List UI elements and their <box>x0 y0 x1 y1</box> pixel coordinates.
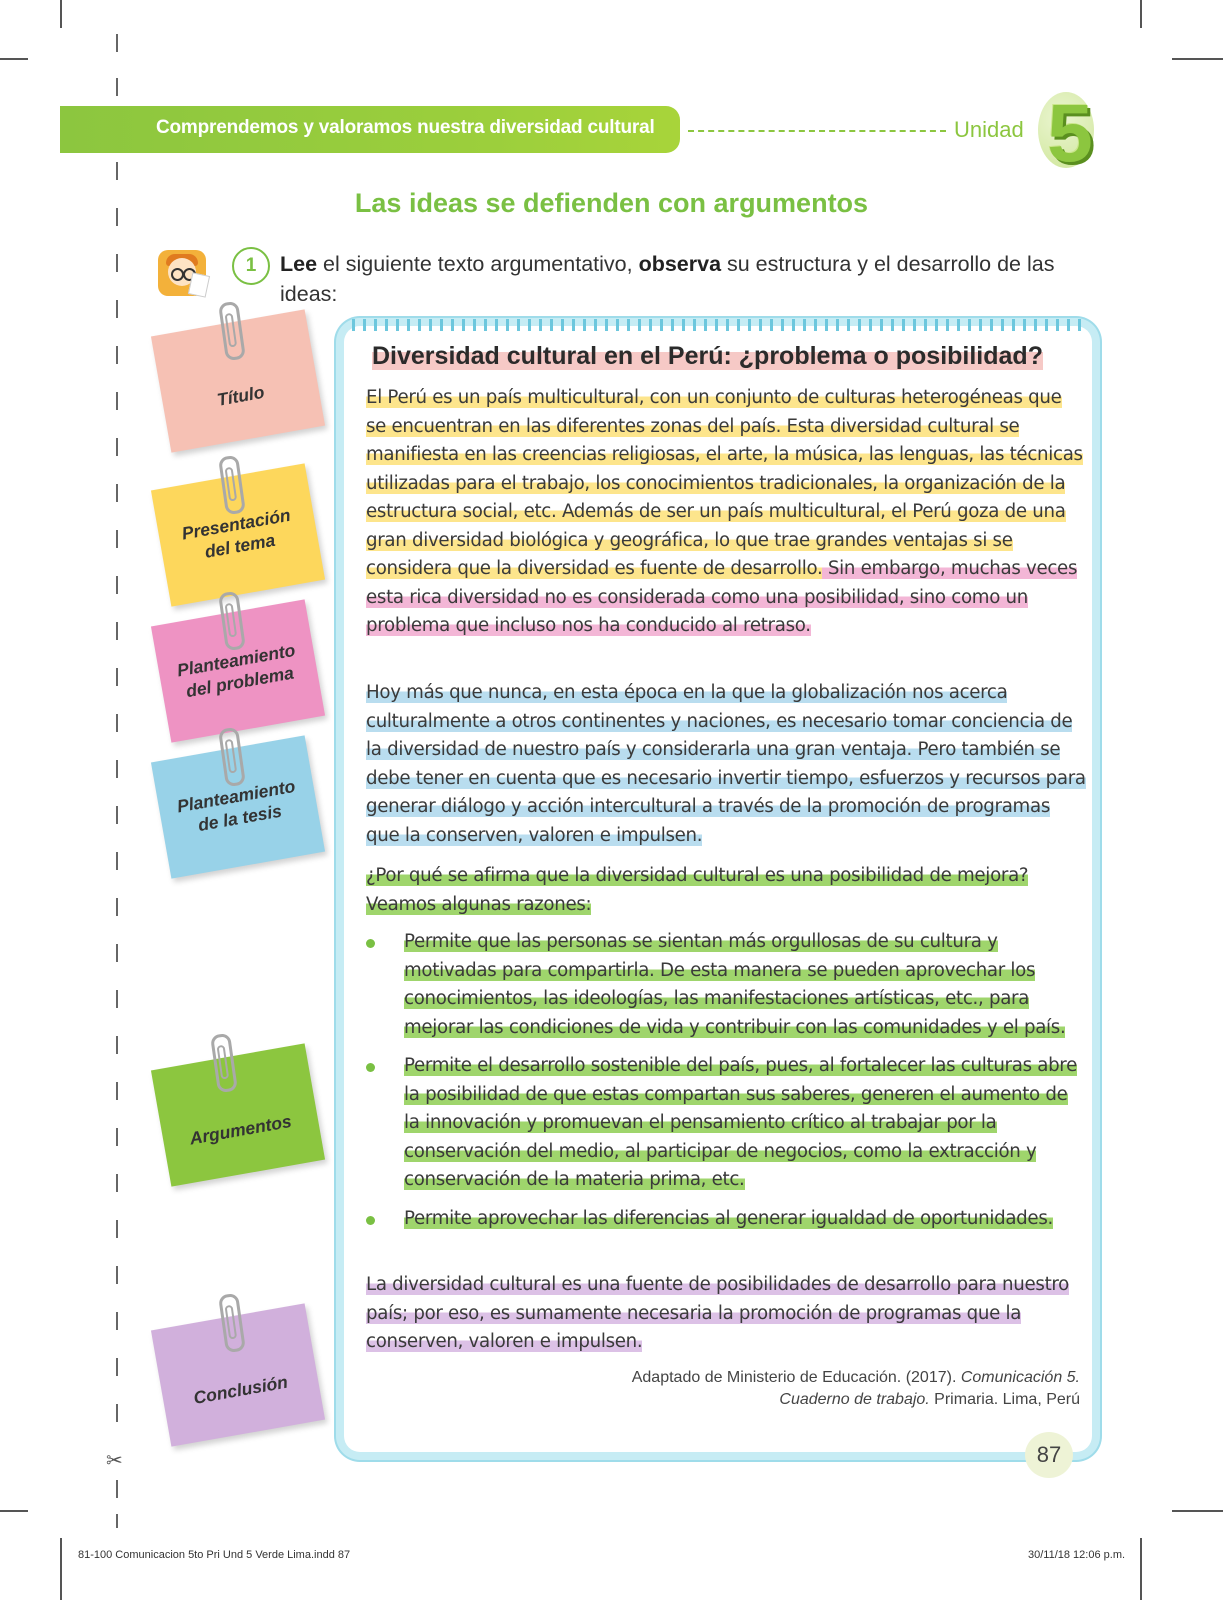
cut-line-segment <box>116 484 118 502</box>
note-label: Presentación del tema <box>180 504 292 562</box>
cut-line-segment <box>116 714 118 732</box>
note-label: Título <box>215 381 266 410</box>
problem-text: Sin embargo, muchas veces esta rica diversidad no es considerada como una posibilidad, sino como un problema que incluso nos ha conducido al retraso. <box>366 558 1078 636</box>
source-citation <box>560 1367 1080 1411</box>
cut-line-segment <box>116 300 118 318</box>
cut-line-segment <box>116 806 118 824</box>
unit-header-title: Comprendemos y valoramos nuestra diversidad cultural <box>156 117 655 138</box>
page-number: 87 <box>1025 1432 1073 1478</box>
crop-mark <box>60 0 62 28</box>
cut-line-segment <box>116 622 118 640</box>
crop-mark <box>1172 58 1223 60</box>
spiral-binding <box>352 319 1084 331</box>
argument-text: Permite el desarrollo sostenible del país, pues, al fortalecer las culturas abre la posibilidad de que estas compartan sus saberes, generen el aumento de la innovación y promuevan el pensamiento crítico al trabajar por la conservación del medio, al participar de negocios, como la extracción y conservación de la materia prima, etc. <box>404 1055 1077 1190</box>
instruction-verb-observe: observa <box>638 252 722 276</box>
header-divider <box>688 130 946 132</box>
cut-line-segment <box>116 346 118 364</box>
activity-number: 1 <box>232 247 270 285</box>
unit-number: 5 <box>1047 88 1093 179</box>
paragraph-presentation-problem <box>366 384 1086 641</box>
note-arguments <box>151 1043 325 1186</box>
note-label: Argumentos <box>188 1110 294 1149</box>
source-italic: Cuaderno de trabajo. <box>779 1391 930 1408</box>
article-title-text: Diversidad cultural en el Perú: ¿problema o posibilidad? <box>372 342 1043 370</box>
conclusion-text: La diversidad cultural es una fuente de posibilidades de desarrollo para nuestro país; por eso, es sumamente necesaria la promoción de programas que la conserven, valoren e impulsen. <box>366 1274 1070 1352</box>
cut-line-segment <box>116 34 118 52</box>
cut-line-segment <box>116 1082 118 1100</box>
cut-line-segment <box>116 944 118 962</box>
cut-line-segment <box>116 1480 118 1498</box>
note-label: Planteamiento del problema <box>175 639 297 702</box>
paragraph-thesis <box>366 679 1086 850</box>
argument-text: Permite aprovechar las diferencias al generar igualdad de oportunidades. <box>404 1207 1053 1229</box>
cut-line-segment <box>116 576 118 594</box>
instruction-text: el siguiente texto argumentativo, <box>317 252 639 276</box>
bullet-icon <box>366 939 375 948</box>
cut-line-segment <box>116 1220 118 1238</box>
article-title <box>372 342 1043 371</box>
cut-line-segment <box>116 760 118 778</box>
cut-line-segment <box>116 990 118 1008</box>
print-slug-date: 30/11/18 12:06 p.m. <box>1028 1549 1126 1561</box>
cut-line-segment <box>116 1312 118 1330</box>
bullet-icon <box>366 1063 375 1072</box>
cut-line-segment <box>116 1128 118 1146</box>
presentation-text: El Perú es un país multicultural, con un conjunto de culturas heterogéneas que se encuentran en las diferentes zonas del país. Esta diversidad cultural se manifiesta en las creencias religiosas, el arte, la música, las lenguas, las técnicas utilizadas para el trabajo, los conocimientos tradicionales, la organización de la estructura social, etc. Además de ser un país multicultural, el Perú goza de una gran diversidad biológica y geográfica, lo que trae grandes ventajas si se considera que la diversidad es fuente de desarrollo. <box>366 387 1083 579</box>
cut-line-segment <box>116 852 118 870</box>
crop-mark <box>0 1510 28 1512</box>
activity-instruction <box>280 249 1080 309</box>
source-text: Adaptado de Ministerio de Educación. (2017). <box>631 1369 961 1386</box>
argument-text: Permite que las personas se sientan más orgullosas de su cultura y motivadas para compartirla. De esta manera se pueden aprovechar los conocimientos, las ideologías, las manifestaciones artísticas, etc., para mejorar las condiciones de vida y contribuir con las comunidades y el país. <box>404 931 1066 1038</box>
list-item <box>366 928 1086 1042</box>
thesis-text: Hoy más que nunca, en esta época en la que la globalización nos acerca culturalmente a otros continentes y naciones, es necesario tomar conciencia de la diversidad de nuestro país y considerarla una gran ventaja. Pero también se debe tener en cuenta que es necesario invertir tiempo, esfuerzos y recursos para generar diálogo y acción intercultural a través de la promoción de programas que la conserven, valoren e impulsen. <box>366 682 1086 846</box>
bullet-icon <box>366 1216 375 1225</box>
cut-line-segment <box>116 1514 118 1528</box>
arguments-intro-text: ¿Por qué se afirma que la diversidad cultural es una posibilidad de mejora? Veamos algunas razones: <box>366 865 1029 915</box>
crop-mark <box>1140 1538 1142 1600</box>
cut-line-segment <box>116 438 118 456</box>
cut-line-segment <box>116 898 118 916</box>
cut-line-segment <box>116 162 118 180</box>
scissors-icon: ✂ <box>106 1448 123 1472</box>
cut-line-segment <box>116 1404 118 1422</box>
cut-line-segment <box>116 78 118 96</box>
list-item <box>366 1052 1086 1195</box>
list-item <box>366 1205 1086 1234</box>
print-slug-file: 81-100 Comunicacion 5to Pri Und 5 Verde Lima.indd 87 <box>78 1549 351 1561</box>
cut-line-segment <box>116 1266 118 1284</box>
source-text: Primaria. Lima, Perú <box>929 1391 1080 1408</box>
cut-line-segment <box>116 1358 118 1376</box>
unit-label: Unidad <box>954 117 1024 142</box>
cut-line-segment <box>116 254 118 272</box>
cut-line-segment <box>116 1174 118 1192</box>
paragraph-arguments-intro <box>366 862 1086 919</box>
cut-line-segment <box>116 1036 118 1054</box>
crop-mark <box>0 58 28 60</box>
crop-mark <box>60 1538 62 1600</box>
cut-line-segment <box>116 530 118 548</box>
crop-mark <box>1172 1510 1223 1512</box>
section-title: Las ideas se defienden con argumentos <box>354 188 869 218</box>
source-italic: Comunicación 5. <box>960 1369 1080 1386</box>
paragraph-conclusion <box>366 1271 1086 1357</box>
cut-line-segment <box>116 392 118 410</box>
note-label: Planteamiento de la tesis <box>175 775 297 836</box>
note-label: Conclusión <box>191 1371 290 1408</box>
instruction-text: su estructura y el desarrollo de las ideas: <box>280 252 1055 306</box>
arguments-list <box>366 928 1086 1243</box>
cut-line-segment <box>116 668 118 686</box>
crop-mark <box>1140 0 1142 28</box>
instruction-verb-read: Lee <box>280 252 318 276</box>
reader-icon <box>158 250 206 296</box>
